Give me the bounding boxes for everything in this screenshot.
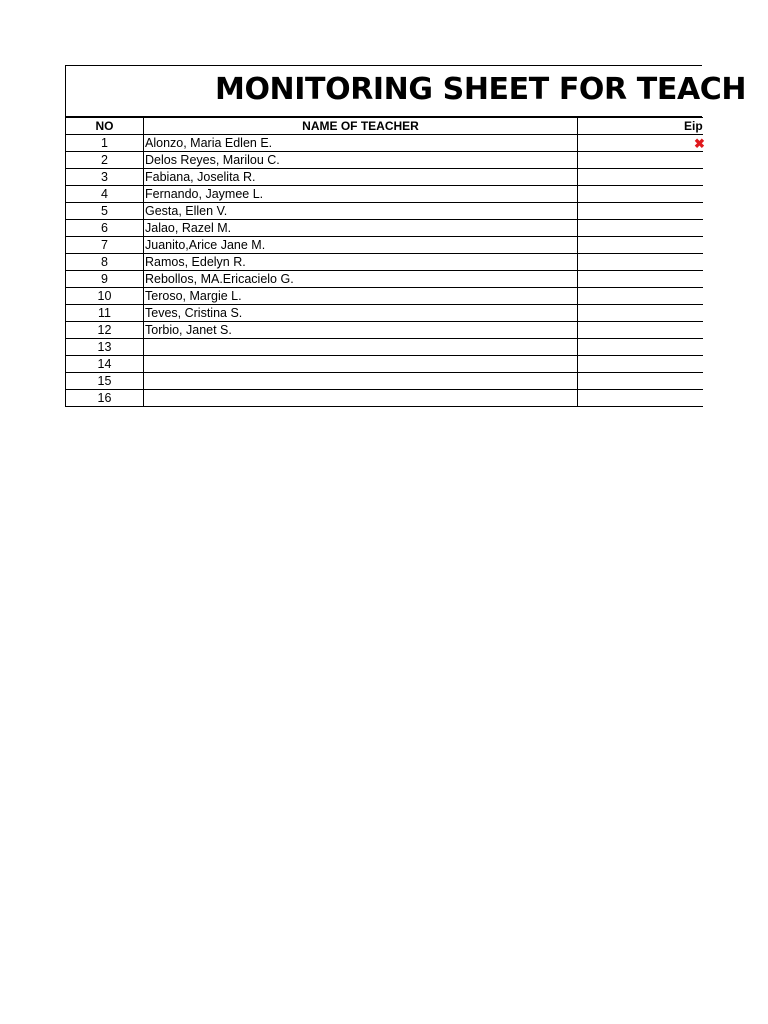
row-number-cell[interactable]: 16	[66, 390, 144, 407]
teacher-name-cell[interactable]: Fabiana, Joselita R.	[144, 169, 578, 186]
teacher-name-cell[interactable]: Teves, Cristina S.	[144, 305, 578, 322]
eip-cell[interactable]	[578, 220, 703, 237]
row-number-cell[interactable]: 6	[66, 220, 144, 237]
row-number-cell[interactable]: 14	[66, 356, 144, 373]
eip-cell[interactable]	[578, 152, 703, 169]
title-row	[65, 65, 747, 117]
row-number-cell[interactable]: 8	[66, 254, 144, 271]
row-number-cell[interactable]: 2	[66, 152, 144, 169]
row-number-cell[interactable]: 13	[66, 339, 144, 356]
row-number-cell[interactable]: 5	[66, 203, 144, 220]
table-row	[66, 339, 703, 356]
table-row	[66, 169, 703, 186]
teacher-name-cell[interactable]	[144, 373, 578, 390]
table-body	[66, 135, 703, 407]
eip-cell[interactable]	[578, 203, 703, 220]
teacher-name-cell[interactable]: Juanito,Arice Jane M.	[144, 237, 578, 254]
table-row	[66, 237, 703, 254]
red-x-mark-icon: ✖	[694, 136, 705, 151]
eip-cell[interactable]	[578, 254, 703, 271]
header-eip[interactable]: Eip	[578, 118, 703, 135]
row-number-cell[interactable]: 15	[66, 373, 144, 390]
row-number-cell[interactable]: 3	[66, 169, 144, 186]
teacher-name-cell[interactable]: Rebollos, MA.Ericacielo G.	[144, 271, 578, 288]
teacher-name-cell[interactable]: Gesta, Ellen V.	[144, 203, 578, 220]
teacher-name-cell[interactable]	[144, 390, 578, 407]
table-row	[66, 135, 703, 152]
header-no[interactable]: NO	[66, 118, 144, 135]
eip-cell[interactable]	[578, 135, 703, 152]
row-number-cell[interactable]: 9	[66, 271, 144, 288]
table-row	[66, 390, 703, 407]
teacher-name-cell[interactable]: Jalao, Razel M.	[144, 220, 578, 237]
table-row	[66, 322, 703, 339]
table-row	[66, 356, 703, 373]
row-number-cell[interactable]: 11	[66, 305, 144, 322]
table-row	[66, 220, 703, 237]
teacher-name-cell[interactable]: Alonzo, Maria Edlen E.	[144, 135, 578, 152]
eip-cell[interactable]	[578, 390, 703, 407]
row-number-cell[interactable]: 4	[66, 186, 144, 203]
table-row	[66, 203, 703, 220]
eip-cell[interactable]	[578, 237, 703, 254]
header-name-of-teacher[interactable]: NAME OF TEACHER	[144, 118, 578, 135]
row-number-cell[interactable]: 12	[66, 322, 144, 339]
teacher-name-cell[interactable]	[144, 339, 578, 356]
eip-cell[interactable]	[578, 373, 703, 390]
table-row	[66, 305, 703, 322]
eip-cell[interactable]	[578, 356, 703, 373]
eip-cell[interactable]	[578, 305, 703, 322]
teacher-name-cell[interactable]: Ramos, Edelyn R.	[144, 254, 578, 271]
eip-cell[interactable]	[578, 339, 703, 356]
eip-cell[interactable]	[578, 186, 703, 203]
row-number-cell[interactable]: 10	[66, 288, 144, 305]
row-number-cell[interactable]: 7	[66, 237, 144, 254]
eip-cell[interactable]	[578, 271, 703, 288]
teacher-name-cell[interactable]: Fernando, Jaymee L.	[144, 186, 578, 203]
row-number-cell[interactable]: 1	[66, 135, 144, 152]
teacher-name-cell[interactable]: Teroso, Margie L.	[144, 288, 578, 305]
eip-cell[interactable]	[578, 169, 703, 186]
table-row	[66, 373, 703, 390]
eip-cell[interactable]	[578, 288, 703, 305]
teacher-name-cell[interactable]: Delos Reyes, Marilou C.	[144, 152, 578, 169]
table-row	[66, 254, 703, 271]
table-row	[66, 152, 703, 169]
eip-cell[interactable]	[578, 322, 703, 339]
table-row	[66, 288, 703, 305]
teacher-name-cell[interactable]	[144, 356, 578, 373]
sheet-title: MONITORING SHEET FOR TEACH	[215, 72, 747, 107]
table-row	[66, 186, 703, 203]
teacher-name-cell[interactable]: Torbio, Janet S.	[144, 322, 578, 339]
teacher-table	[65, 117, 703, 407]
table-row	[66, 271, 703, 288]
header-row	[66, 118, 703, 135]
monitoring-sheet	[65, 65, 747, 407]
